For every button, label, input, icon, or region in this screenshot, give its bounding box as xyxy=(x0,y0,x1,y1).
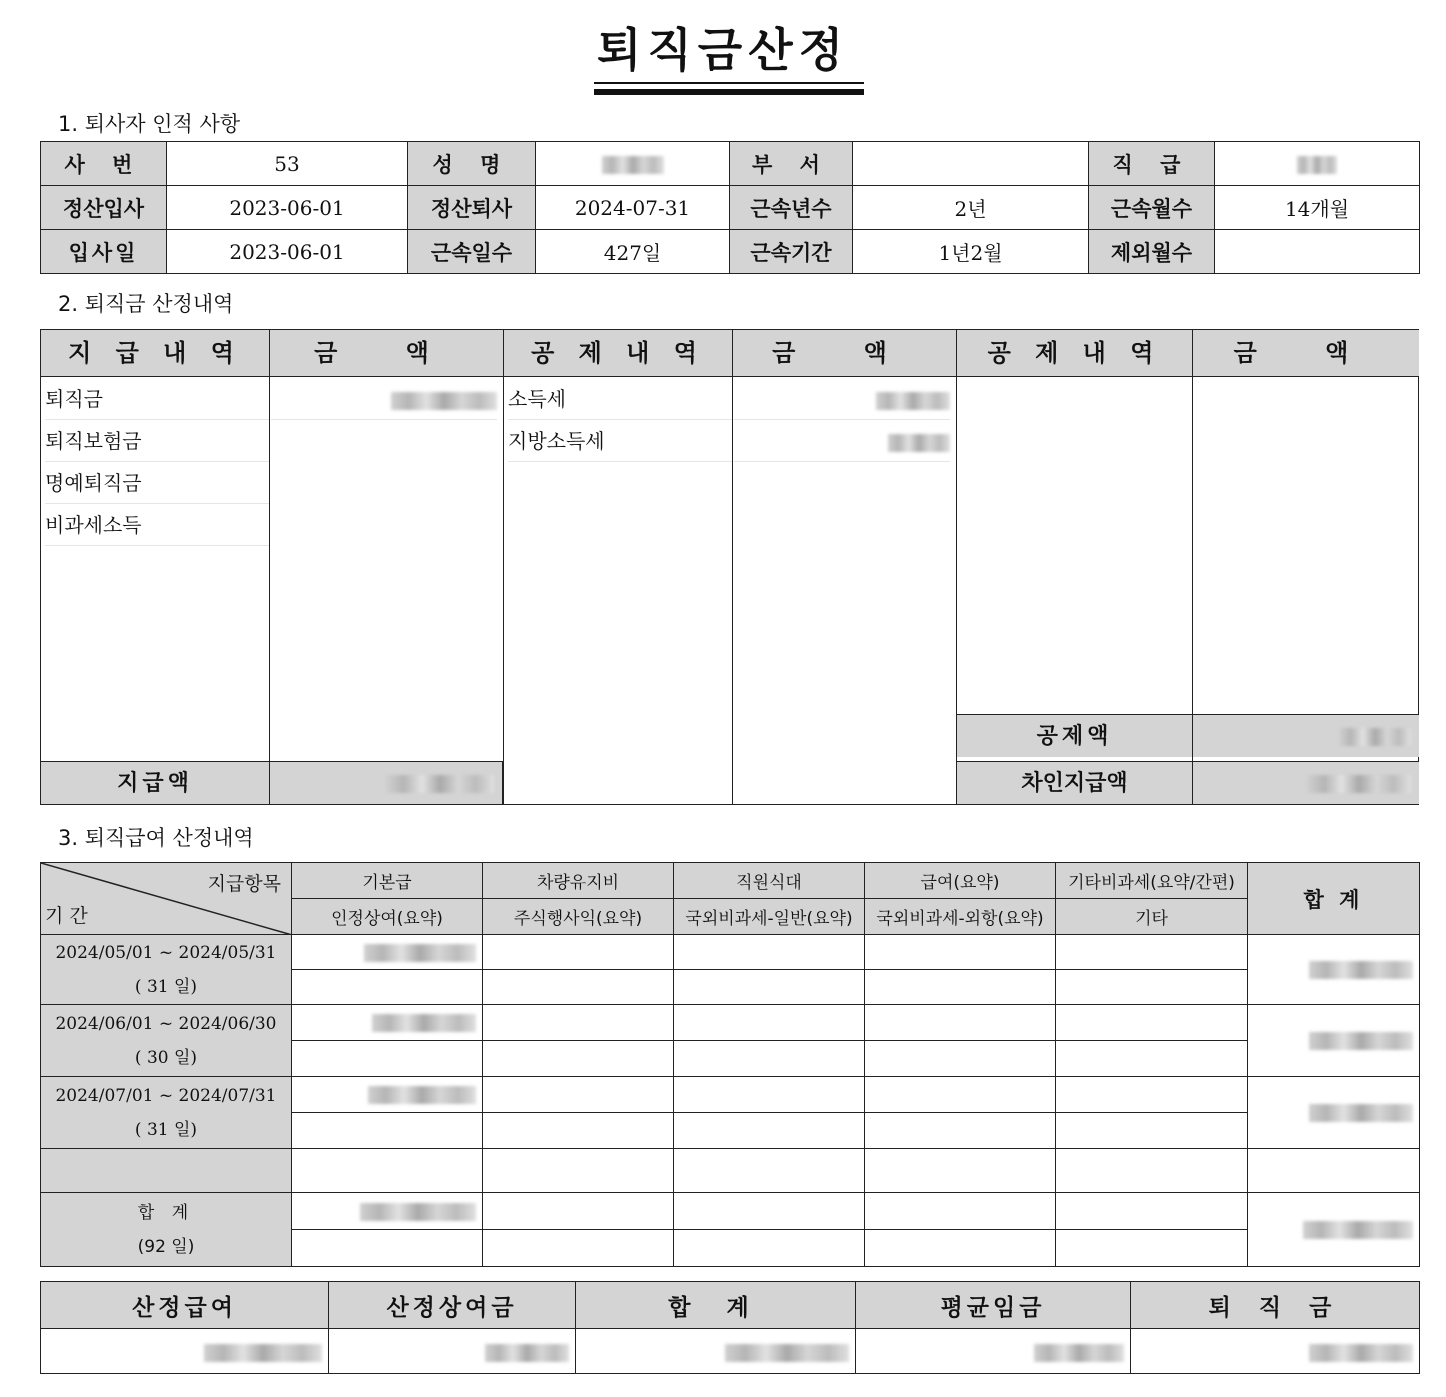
period-3-cell xyxy=(1056,1113,1248,1149)
average-wage-redacted xyxy=(1034,1344,1124,1362)
pay-total-redacted xyxy=(386,775,494,793)
empty-cell xyxy=(483,1149,674,1193)
net-pay-redacted xyxy=(1307,775,1411,793)
total-cell xyxy=(865,1193,1056,1230)
period-1-sum-redacted xyxy=(1309,961,1413,979)
period-3-cell xyxy=(865,1113,1056,1149)
empty-cell xyxy=(1056,1149,1248,1193)
department-value xyxy=(853,142,1089,186)
income-tax-amount xyxy=(734,378,950,420)
payment-item-insurance: 퇴직보험금 xyxy=(45,420,269,462)
severance-pay-redacted xyxy=(1309,1344,1413,1362)
period-1-cell xyxy=(865,935,1056,970)
period-2-cell xyxy=(483,1005,674,1041)
period-3-cell xyxy=(674,1113,865,1149)
average-wage-summary-table xyxy=(40,1281,1420,1374)
join-date-label: 입사일 xyxy=(41,230,167,274)
payment-item-nontaxable: 비과세소득 xyxy=(45,504,269,546)
period-2-basic-pay xyxy=(292,1005,483,1041)
pay-total-amount xyxy=(270,761,503,804)
period-3-cell xyxy=(1056,1077,1248,1113)
department-label: 부 서 xyxy=(730,142,853,186)
summary-total-value xyxy=(576,1329,856,1374)
col-basic-pay: 기본급 xyxy=(292,863,483,899)
period-2-cell xyxy=(865,1041,1056,1077)
period-1-basic-pay xyxy=(292,935,483,970)
col-salary-summary: 급여(요약) xyxy=(865,863,1056,899)
summary-total-label: 합 계 xyxy=(576,1282,856,1329)
service-days-label: 근속일수 xyxy=(408,230,536,274)
period-2 xyxy=(41,1005,292,1077)
payment-item-honorary: 명예퇴직금 xyxy=(45,462,269,504)
header-deduction-amount: 금 액 xyxy=(733,330,956,377)
period-2-basic-redacted xyxy=(372,1014,476,1032)
period-1 xyxy=(41,935,292,1005)
employee-number-value: 53 xyxy=(167,142,408,186)
col-vehicle: 차량유지비 xyxy=(483,863,674,899)
period-1-cell xyxy=(292,970,483,1005)
period-3-cell xyxy=(483,1077,674,1113)
join-date-value: 2023-06-01 xyxy=(167,230,408,274)
corner-header xyxy=(41,863,292,935)
total-cell xyxy=(483,1193,674,1230)
deduction-item-income-tax: 소득세 xyxy=(508,378,732,420)
period-3 xyxy=(41,1077,292,1149)
period-1-cell xyxy=(483,970,674,1005)
header-deduction-items: 공 제 내 역 xyxy=(504,330,732,377)
total-cell xyxy=(674,1193,865,1230)
period-1-cell xyxy=(865,970,1056,1005)
calc-bonus-label: 산정상여금 xyxy=(329,1282,576,1329)
service-period-label: 근속기간 xyxy=(730,230,853,274)
deduct-total-redacted xyxy=(1339,728,1411,746)
settle-leave-label: 정산퇴사 xyxy=(408,186,536,230)
col-deemed-bonus: 인정상여(요약) xyxy=(292,899,483,935)
calc-bonus-value xyxy=(329,1329,576,1374)
col-meal: 직원식대 xyxy=(674,863,865,899)
col-stock-option: 주식행사익(요약) xyxy=(483,899,674,935)
summary-total-redacted xyxy=(725,1344,849,1362)
corner-items-label: 지급항목 xyxy=(207,873,281,895)
local-tax-amount xyxy=(734,420,950,462)
deduct-total-label: 공제액 xyxy=(957,714,1193,757)
corner-period-label: 기 간 xyxy=(45,905,88,927)
period-1-days: ( 31 일) xyxy=(134,976,198,997)
period-2-cell xyxy=(483,1041,674,1077)
total-cell xyxy=(1056,1230,1248,1267)
total-period xyxy=(41,1193,292,1267)
empty-cell xyxy=(865,1149,1056,1193)
grand-total-redacted xyxy=(1303,1221,1413,1239)
empty-cell xyxy=(674,1149,865,1193)
service-years-value: 2년 xyxy=(853,186,1089,230)
local-tax-redacted xyxy=(888,434,950,452)
settle-join-value: 2023-06-01 xyxy=(167,186,408,230)
period-3-cell xyxy=(483,1113,674,1149)
service-months-value: 14개월 xyxy=(1215,186,1420,230)
period-1-basic-redacted xyxy=(364,944,476,962)
net-pay-amount xyxy=(1193,761,1419,804)
net-pay-label: 차인지급액 xyxy=(957,761,1193,804)
retirement-pay-breakdown-table xyxy=(40,862,1420,1267)
empty-cell xyxy=(1248,1149,1420,1193)
header-payment-amount: 금 액 xyxy=(270,330,503,377)
empty-cell xyxy=(292,1149,483,1193)
employee-info-table xyxy=(40,141,1420,274)
total-basic-redacted xyxy=(360,1203,476,1221)
section3-heading: 3. 퇴직급여 산정내역 xyxy=(58,826,254,850)
excluded-months-value xyxy=(1215,230,1420,274)
deduction-item-local-tax: 지방소득세 xyxy=(508,420,732,462)
total-cell xyxy=(483,1230,674,1267)
rank-value xyxy=(1215,142,1420,186)
total-cell xyxy=(674,1230,865,1267)
pay-total-label: 지급액 xyxy=(41,761,269,804)
period-2-sum-redacted xyxy=(1309,1032,1413,1050)
period-3-sum xyxy=(1248,1077,1420,1149)
period-1-cell xyxy=(1056,970,1248,1005)
title-underline-thick xyxy=(594,89,864,95)
period-1-cell xyxy=(674,970,865,1005)
calc-salary-value xyxy=(41,1329,329,1374)
total-cell xyxy=(292,1230,483,1267)
payment-item-severance: 퇴직금 xyxy=(45,378,269,420)
severance-amount-redacted xyxy=(391,392,497,410)
period-3-basic-redacted xyxy=(368,1086,476,1104)
total-label: 합 계 xyxy=(137,1202,195,1223)
period-3-days: ( 31 일) xyxy=(134,1119,198,1140)
average-wage-label: 평균임금 xyxy=(856,1282,1131,1329)
period-2-days: ( 30 일) xyxy=(134,1047,198,1068)
average-wage-value xyxy=(856,1329,1131,1374)
period-2-cell xyxy=(674,1041,865,1077)
period-3-range: 2024/07/01 ~ 2024/07/31 xyxy=(55,1085,277,1106)
col-sum: 합 계 xyxy=(1248,863,1420,935)
title-underline-thin xyxy=(594,82,864,84)
calc-bonus-redacted xyxy=(485,1344,569,1362)
income-tax-redacted xyxy=(876,392,950,410)
service-period-value: 1년2월 xyxy=(853,230,1089,274)
section1-heading: 1. 퇴사자 인적 사항 xyxy=(58,112,241,136)
document-title: 퇴직금산정 xyxy=(596,23,850,77)
period-3-cell xyxy=(674,1077,865,1113)
period-2-range: 2024/06/01 ~ 2024/06/30 xyxy=(55,1013,277,1034)
total-days: (92 일) xyxy=(137,1236,195,1257)
total-basic-pay xyxy=(292,1193,483,1230)
service-years-label: 근속년수 xyxy=(730,186,853,230)
settle-leave-value: 2024-07-31 xyxy=(536,186,730,230)
excluded-months-label: 제외월수 xyxy=(1089,230,1215,274)
period-2-cell xyxy=(1056,1041,1248,1077)
period-2-cell xyxy=(674,1005,865,1041)
period-2-sum xyxy=(1248,1005,1420,1077)
settle-join-label: 정산입사 xyxy=(41,186,167,230)
period-2-cell xyxy=(292,1041,483,1077)
period-3-sum-redacted xyxy=(1309,1104,1413,1122)
service-months-label: 근속월수 xyxy=(1089,186,1215,230)
period-1-cell xyxy=(1056,935,1248,970)
name-redacted xyxy=(602,156,664,174)
calc-salary-label: 산정급여 xyxy=(41,1282,329,1329)
rank-redacted xyxy=(1297,156,1337,174)
period-2-cell xyxy=(1056,1005,1248,1041)
period-3-cell xyxy=(865,1077,1056,1113)
service-days-value: 427일 xyxy=(536,230,730,274)
severance-pay-label: 퇴 직 금 xyxy=(1131,1282,1420,1329)
empty-period xyxy=(41,1149,292,1193)
col-other: 기타 xyxy=(1056,899,1248,935)
total-cell xyxy=(865,1230,1056,1267)
name-value xyxy=(536,142,730,186)
period-2-cell xyxy=(865,1005,1056,1041)
calc-salary-redacted xyxy=(204,1344,322,1362)
period-3-cell xyxy=(292,1113,483,1149)
grand-total-sum xyxy=(1248,1193,1420,1267)
col-other-nontax: 기타비과세(요약/간편) xyxy=(1056,863,1248,899)
header-deduction-amount-2: 금 액 xyxy=(1193,330,1419,377)
header-payment-items: 지 급 내 역 xyxy=(41,330,269,377)
total-cell xyxy=(1056,1193,1248,1230)
header-deduction-items-2: 공 제 내 역 xyxy=(957,330,1192,377)
name-label: 성 명 xyxy=(408,142,536,186)
rank-label: 직 급 xyxy=(1089,142,1215,186)
col-overseas-general: 국외비과세-일반(요약) xyxy=(674,899,865,935)
period-1-sum xyxy=(1248,935,1420,1005)
period-1-cell xyxy=(674,935,865,970)
col-overseas-ship: 국외비과세-외항(요약) xyxy=(865,899,1056,935)
deduct-total-amount xyxy=(1193,714,1419,757)
period-1-range: 2024/05/01 ~ 2024/05/31 xyxy=(55,942,277,963)
period-1-cell xyxy=(483,935,674,970)
severance-pay-value xyxy=(1131,1329,1420,1374)
employee-number-label: 사 번 xyxy=(41,142,167,186)
severance-amount xyxy=(271,378,497,420)
section2-heading: 2. 퇴직금 산정내역 xyxy=(58,292,234,316)
period-3-basic-pay xyxy=(292,1077,483,1113)
severance-calc-panel xyxy=(40,329,1419,805)
